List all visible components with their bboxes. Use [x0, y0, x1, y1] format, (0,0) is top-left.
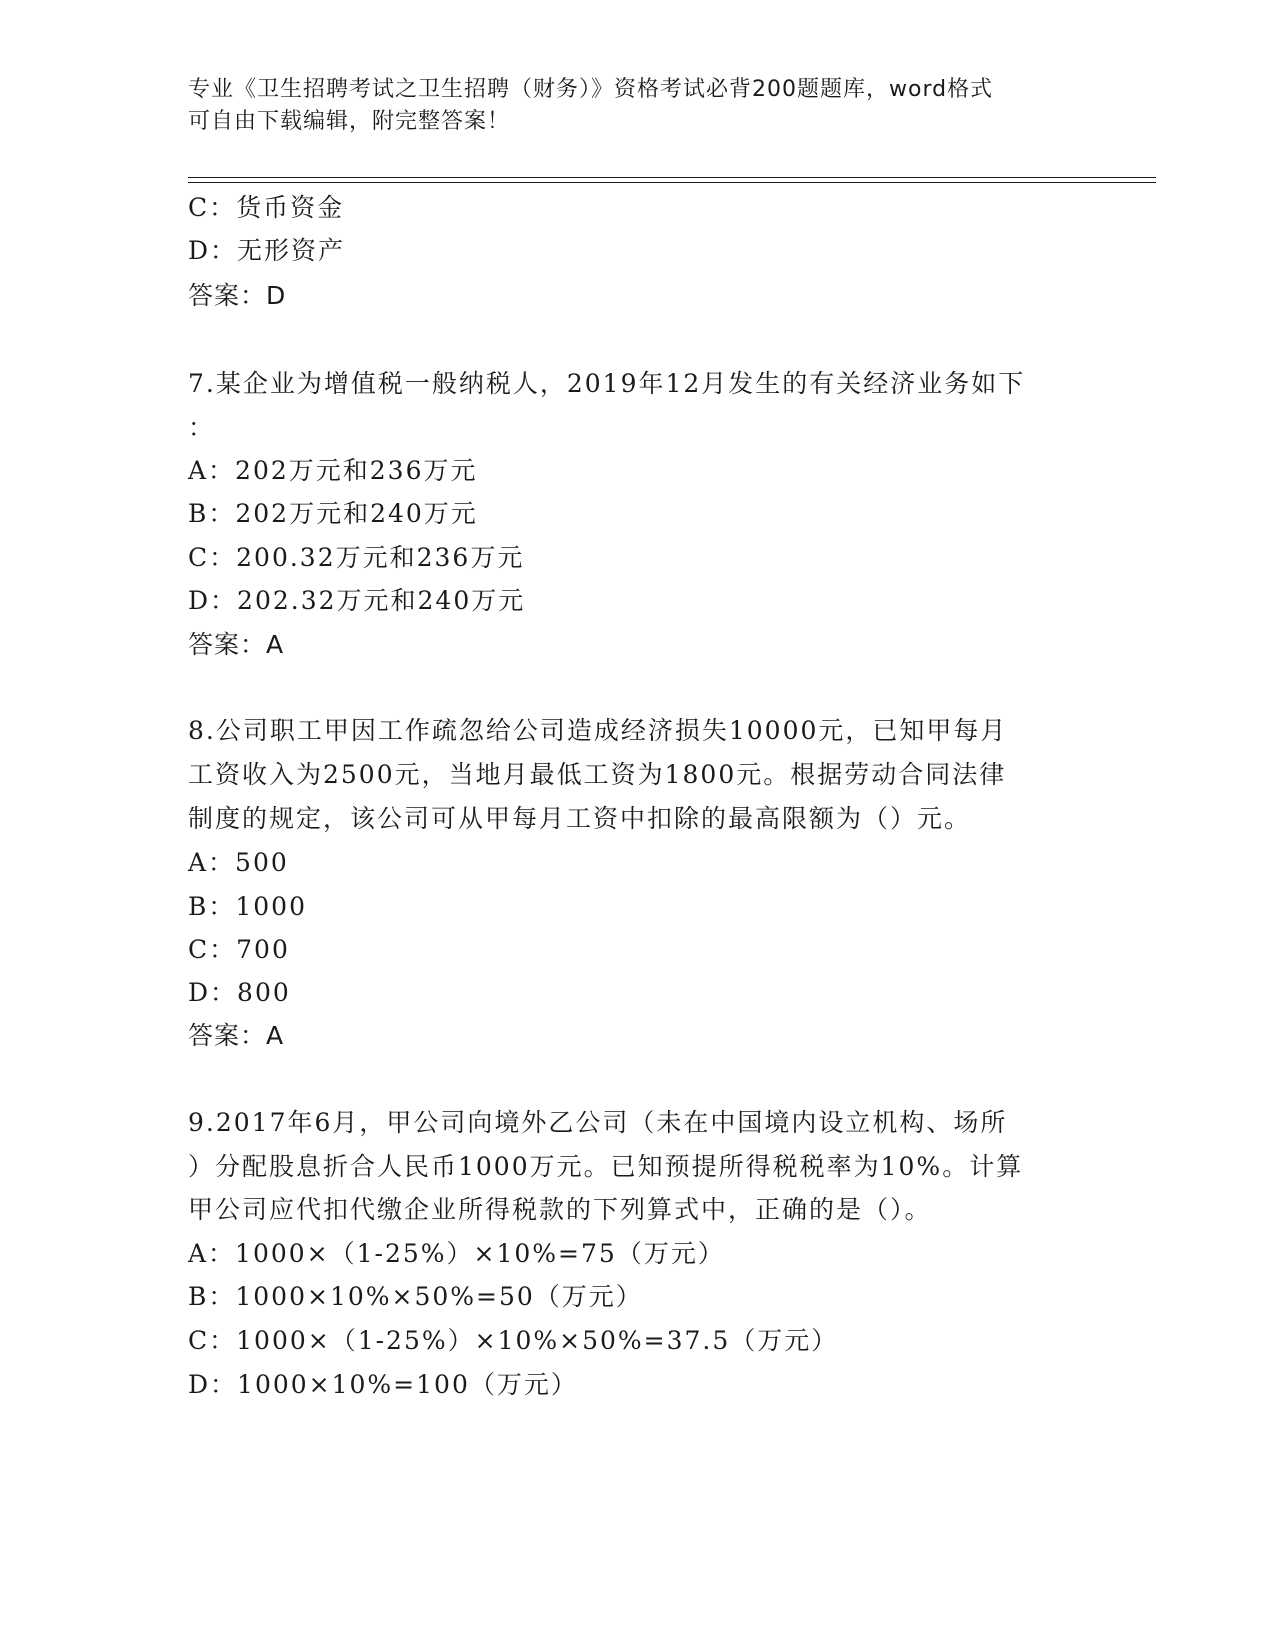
q9-option-c: C：1000×（1-25%）×10%×50%=37.5（万元）: [188, 1326, 839, 1355]
q9-option-a: A：1000×（1-25%）×10%=75（万元）: [188, 1239, 725, 1268]
document-header: [188, 74, 1068, 138]
q8-stem-line-2: 工资收入为2500元，当地月最低工资为1800元。根据劳动合同法律: [188, 760, 1007, 789]
q6-option-d: D：无形资产: [188, 236, 346, 265]
q9-stem-line-3: 甲公司应代扣代缴企业所得税款的下列算式中，正确的是（）。: [188, 1195, 932, 1224]
q7-option-c: C：200.32万元和236万元: [188, 543, 525, 572]
header-line-1: 专业《卫生招聘考试之卫生招聘（财务）》资格考试必背200题题库，word格式: [188, 77, 994, 102]
q6-answer: 答案：D: [188, 281, 287, 310]
q9-option-b: B：1000×10%×50%=50（万元）: [188, 1282, 643, 1311]
q7-stem-line-1: 7.某企业为增值税一般纳税人，2019年12月发生的有关经济业务如下: [188, 369, 1026, 398]
q7-option-d: D：202.32万元和240万元: [188, 586, 526, 615]
q9-option-d: D：1000×10%=100（万元）: [188, 1370, 578, 1399]
q8-stem-line-3: 制度的规定，该公司可从甲每月工资中扣除的最高限额为（）元。: [188, 804, 972, 833]
header-rule-top: [188, 177, 1156, 178]
q6-option-c: C：货币资金: [188, 193, 345, 222]
q8-option-b: B：1000: [188, 892, 307, 921]
q7-stem-line-2: ：: [188, 413, 216, 442]
q8-option-d: D：800: [188, 978, 291, 1007]
q9-stem-line-1: 9.2017年6月，甲公司向境外乙公司（未在中国境内设立机构、场所: [188, 1108, 1008, 1137]
q7-option-a: A：202万元和236万元: [188, 456, 478, 485]
q8-answer: 答案：A: [188, 1021, 285, 1050]
q8-option-c: C：700: [188, 935, 290, 964]
header-rule-bottom: [188, 182, 1156, 183]
q7-answer: 答案：A: [188, 630, 285, 659]
q7-option-b: B：202万元和240万元: [188, 499, 478, 528]
header-line-2: 可自由下载编辑，附完整答案！: [188, 109, 511, 134]
q8-stem-line-1: 8.公司职工甲因工作疏忽给公司造成经济损失10000元，已知甲每月: [188, 716, 1008, 745]
q8-option-a: A：500: [188, 848, 289, 877]
q9-stem-line-2: ）分配股息折合人民币1000万元。已知预提所得税税率为10%。计算: [188, 1152, 1024, 1181]
